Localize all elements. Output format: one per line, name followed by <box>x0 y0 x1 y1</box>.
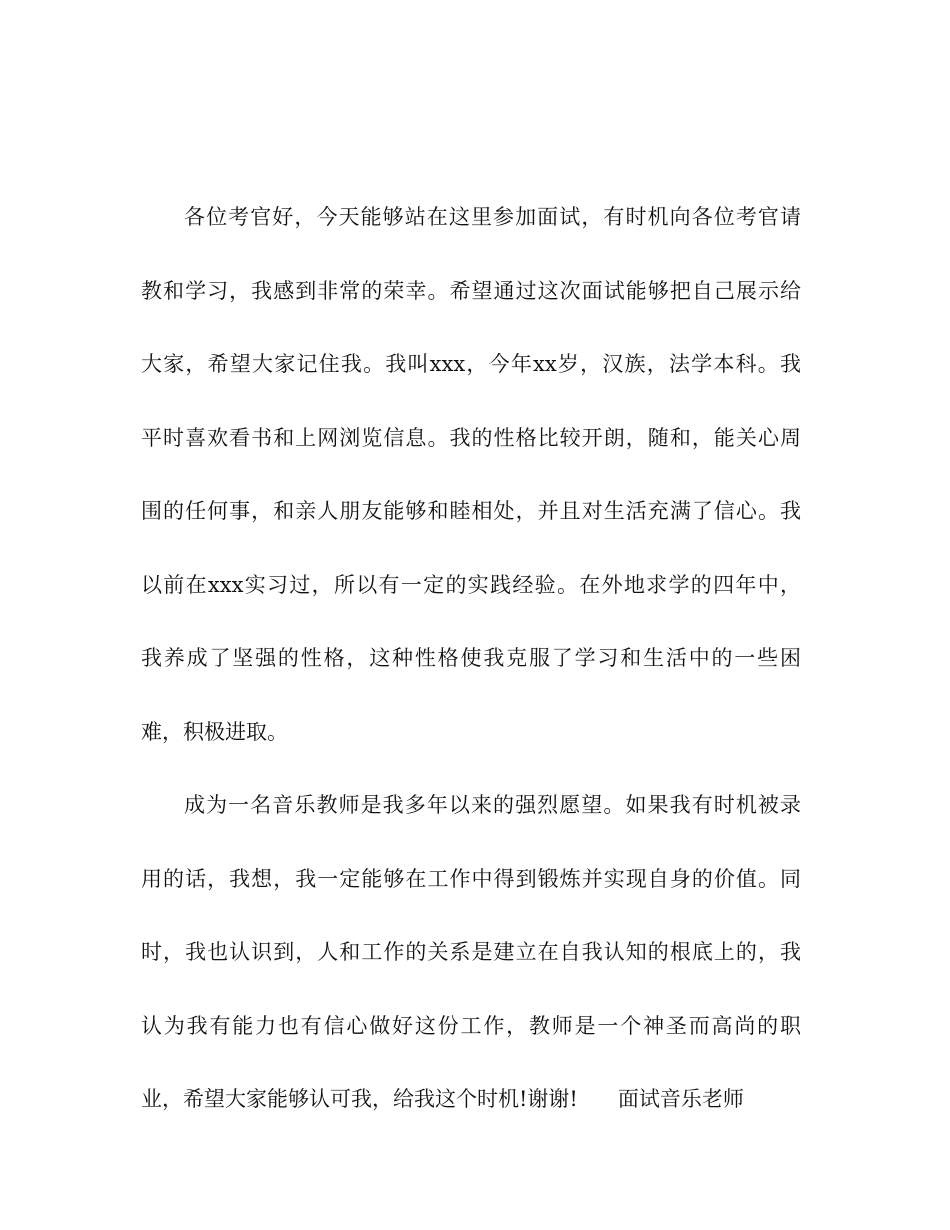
text-line: 难，积极进取。 <box>141 719 288 744</box>
text-line: 我养成了坚强的性格，这种性格使我克服了学习和生活中的一些困 <box>141 646 801 670</box>
document-body <box>141 198 801 1154</box>
text-line: 大家，希望大家记住我。我叫xxx，今年xx岁，汉族，法学本科。我 <box>141 352 801 376</box>
trailing-title: 面试音乐老师 <box>617 1087 744 1111</box>
text-line: 各位考官好，今天能够站在这里参加面试，有时机向各位考官请 <box>184 205 801 229</box>
text-line: 平时喜欢看书和上网浏览信息。我的性格比较开朗，随和，能关心周 <box>141 425 801 450</box>
text-line: 围的任何事，和亲人朋友能够和睦相处，并且对生活充满了信心。我 <box>141 499 801 523</box>
text-line: 成为一名音乐教师是我多年以来的强烈愿望。如果我有时机被录 <box>184 793 801 817</box>
paragraph-career-aspiration <box>141 786 801 1154</box>
text-line: 教和学习，我感到非常的荣幸。希望通过这次面试能够把自己展示给 <box>141 278 801 303</box>
text-line: 时，我也认识到，人和工作的关系是建立在自我认知的根底上的，我 <box>141 940 801 964</box>
text-line: 用的话，我想，我一定能够在工作中得到锻炼并实现自身的价值。同 <box>141 866 801 891</box>
text-line: 认为我有能力也有信心做好这份工作，教师是一个神圣而高尚的职 <box>141 1013 801 1038</box>
text-line: 以前在xxx实习过，所以有一定的实践经验。在外地求学的四年中， <box>141 572 801 597</box>
closing-text: 业，希望大家能够认可我，给我这个时机!谢谢! <box>141 1087 578 1111</box>
text-line-final <box>141 1080 801 1154</box>
paragraph-self-introduction <box>141 198 801 786</box>
